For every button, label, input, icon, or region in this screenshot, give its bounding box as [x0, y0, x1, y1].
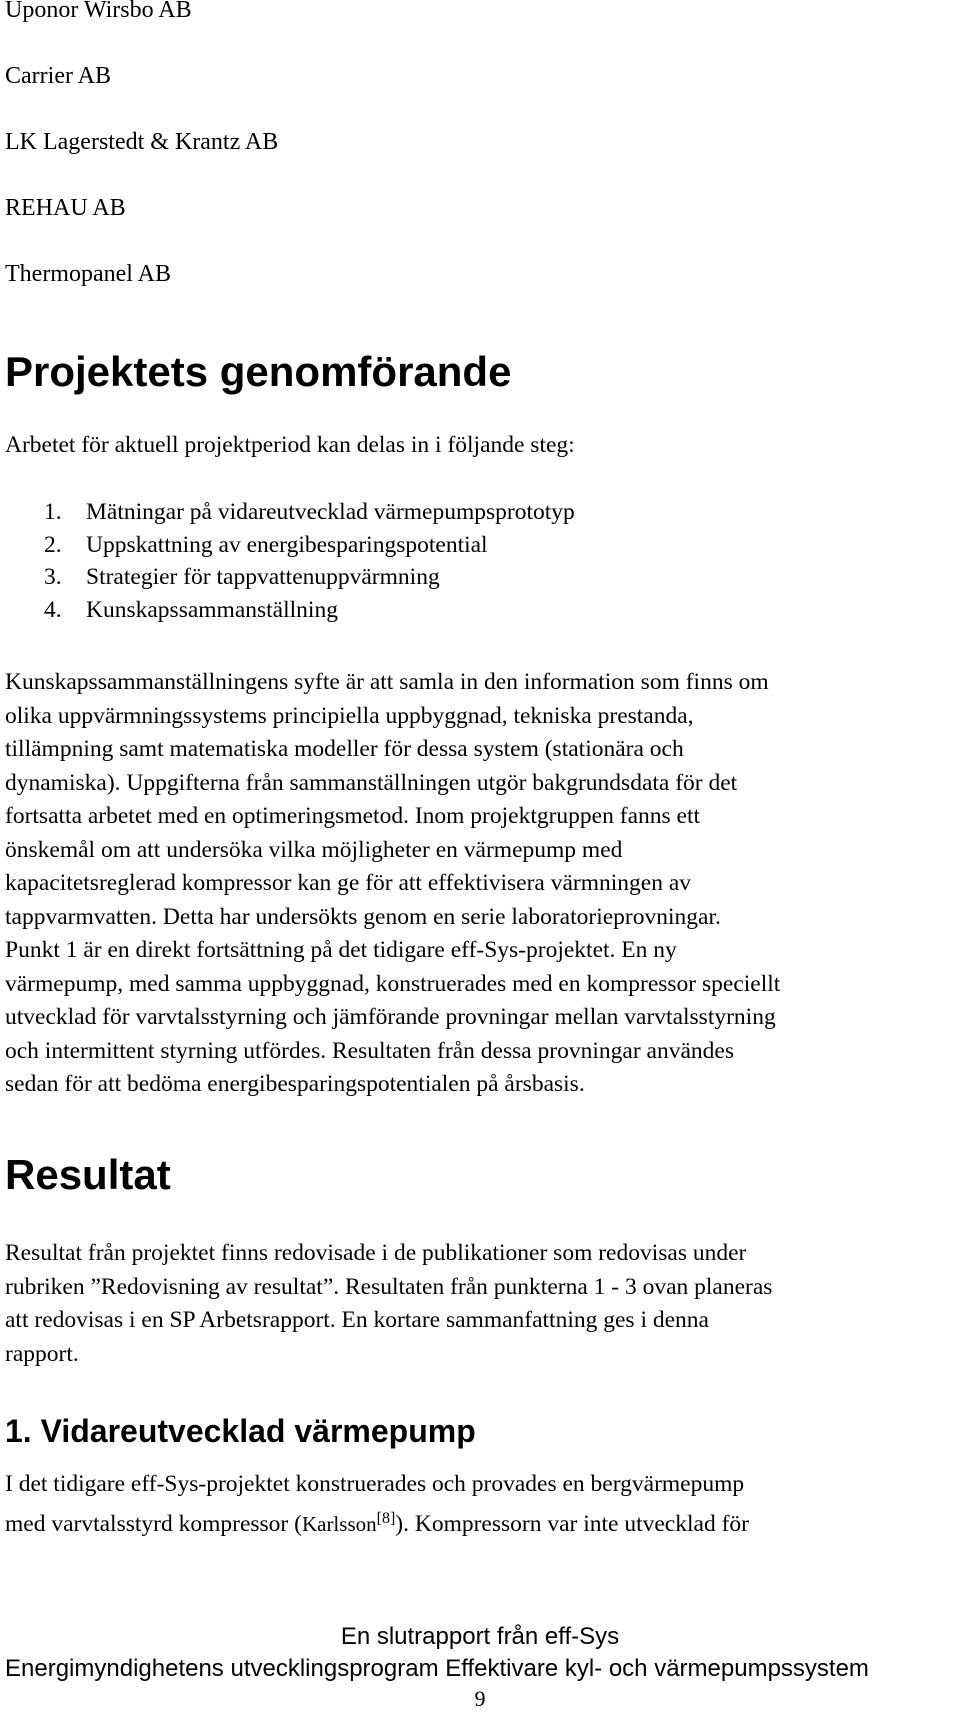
- paragraph-line: utvecklad för varvtalsstyrning och jämförande provningar mellan varvtalsstyrning: [5, 1004, 776, 1030]
- section-heading-genomforande: Projektets genomförande: [5, 348, 512, 395]
- step-item: [44, 496, 575, 529]
- step-item: [44, 561, 575, 594]
- genomforande-paragraph: [5, 666, 780, 1102]
- paragraph-line: rapport.: [5, 1340, 79, 1367]
- citation-author: Karlsson: [301, 1511, 377, 1536]
- footer-report-title: En slutrapport från eff-Sys: [340, 1623, 620, 1650]
- company-item: Carrier AB: [5, 63, 111, 89]
- company-list: [5, 0, 278, 326]
- line-text: med varvtalsstyrd kompressor (: [5, 1510, 302, 1537]
- step-text: Strategier för tappvattenuppvärmning: [86, 564, 440, 590]
- paragraph-line: fortsatta arbetet med en optimeringsmetod. Inom projektgruppen fanns ett: [5, 803, 701, 829]
- intro-text: [5, 429, 575, 463]
- step-item: [44, 529, 575, 562]
- paragraph-line: att redovisas i en SP Arbetsrapport. En kortare sammanfattning ges i denna: [5, 1307, 709, 1333]
- step-text: Mätningar på vidareutvecklad värmepumpsprototyp: [86, 499, 575, 525]
- step-number: 1.: [44, 499, 62, 525]
- step-item: [44, 594, 575, 627]
- paragraph-line: Punkt 1 är en direkt fortsättning på det tidigare eff-Sys-projektet. En ny: [5, 937, 677, 963]
- section-heading-vidareutvecklad: 1. Vidareutvecklad värmepump: [5, 1413, 476, 1449]
- paragraph-line: olika uppvärmningssystems principiella uppbyggnad, tekniska prestanda,: [5, 702, 694, 729]
- step-number: 4.: [44, 596, 62, 623]
- citation-reference: [8]: [376, 1509, 396, 1527]
- resultat-paragraph: [5, 1237, 772, 1371]
- line-text: ). Kompressorn var inte utvecklad för: [395, 1510, 749, 1537]
- company-item: LK Lagerstedt & Krantz AB: [5, 129, 279, 155]
- paragraph-line: tappvarmvatten. Detta har undersökts genom en serie laboratorieprovningar.: [5, 903, 721, 930]
- step-number: 3.: [44, 564, 62, 590]
- paragraph-line: Kunskapssammanställningens syfte är att samla in den information som finns om: [5, 669, 769, 695]
- steps-list: [44, 496, 575, 626]
- section-heading-resultat: Resultat: [5, 1151, 171, 1198]
- intro-line: Arbetet för aktuell projektperiod kan delas in i följande steg:: [5, 432, 575, 458]
- paragraph-line: sedan för att bedöma energibesparingspotentialen på årsbasis.: [5, 1071, 585, 1097]
- paragraph-line: värmepump, med samma uppbyggnad, konstruerades med en kompressor speciellt: [5, 970, 781, 997]
- footer-program-name: Energimyndighetens utvecklingsprogram Effektivare kyl- och värmepumpssystem: [5, 1655, 869, 1682]
- company-item: REHAU AB: [5, 195, 126, 221]
- page-number: 9: [474, 1686, 486, 1711]
- step-number: 2.: [44, 531, 62, 558]
- paragraph-line: Resultat från projektet finns redovisade i de publikationer som redovisas under: [5, 1240, 747, 1266]
- step-text: Uppskattning av energibesparingspotential: [86, 531, 488, 558]
- paragraph-line: önskemål om att undersöka vilka möjligheter en värmepump med: [5, 836, 623, 863]
- paragraph-line: [5, 1502, 749, 1536]
- paragraph-line: kapacitetsreglerad kompressor kan ge för att effektivisera värmningen av: [5, 870, 692, 896]
- paragraph-line: tillämpning samt matematiska modeller för dessa system (stationära och: [5, 736, 684, 762]
- paragraph-line: och intermittent styrning utfördes. Resultaten från dessa provningar användes: [5, 1037, 734, 1064]
- vidareutvecklad-paragraph: [5, 1468, 749, 1535]
- paragraph-line: I det tidigare eff-Sys-projektet konstruerades och provades en bergvärmepump: [5, 1471, 745, 1497]
- company-item: Uponor Wirsbo AB: [5, 0, 192, 23]
- paragraph-line: dynamiska). Uppgifterna från sammanställningen utgör bakgrundsdata för det: [5, 769, 738, 796]
- paragraph-line: rubriken ”Redovisning av resultat”. Resultaten från punkterna 1 - 3 ovan planeras: [5, 1273, 773, 1300]
- step-text: Kunskapssammanställning: [86, 596, 338, 623]
- company-item: Thermopanel AB: [5, 261, 171, 287]
